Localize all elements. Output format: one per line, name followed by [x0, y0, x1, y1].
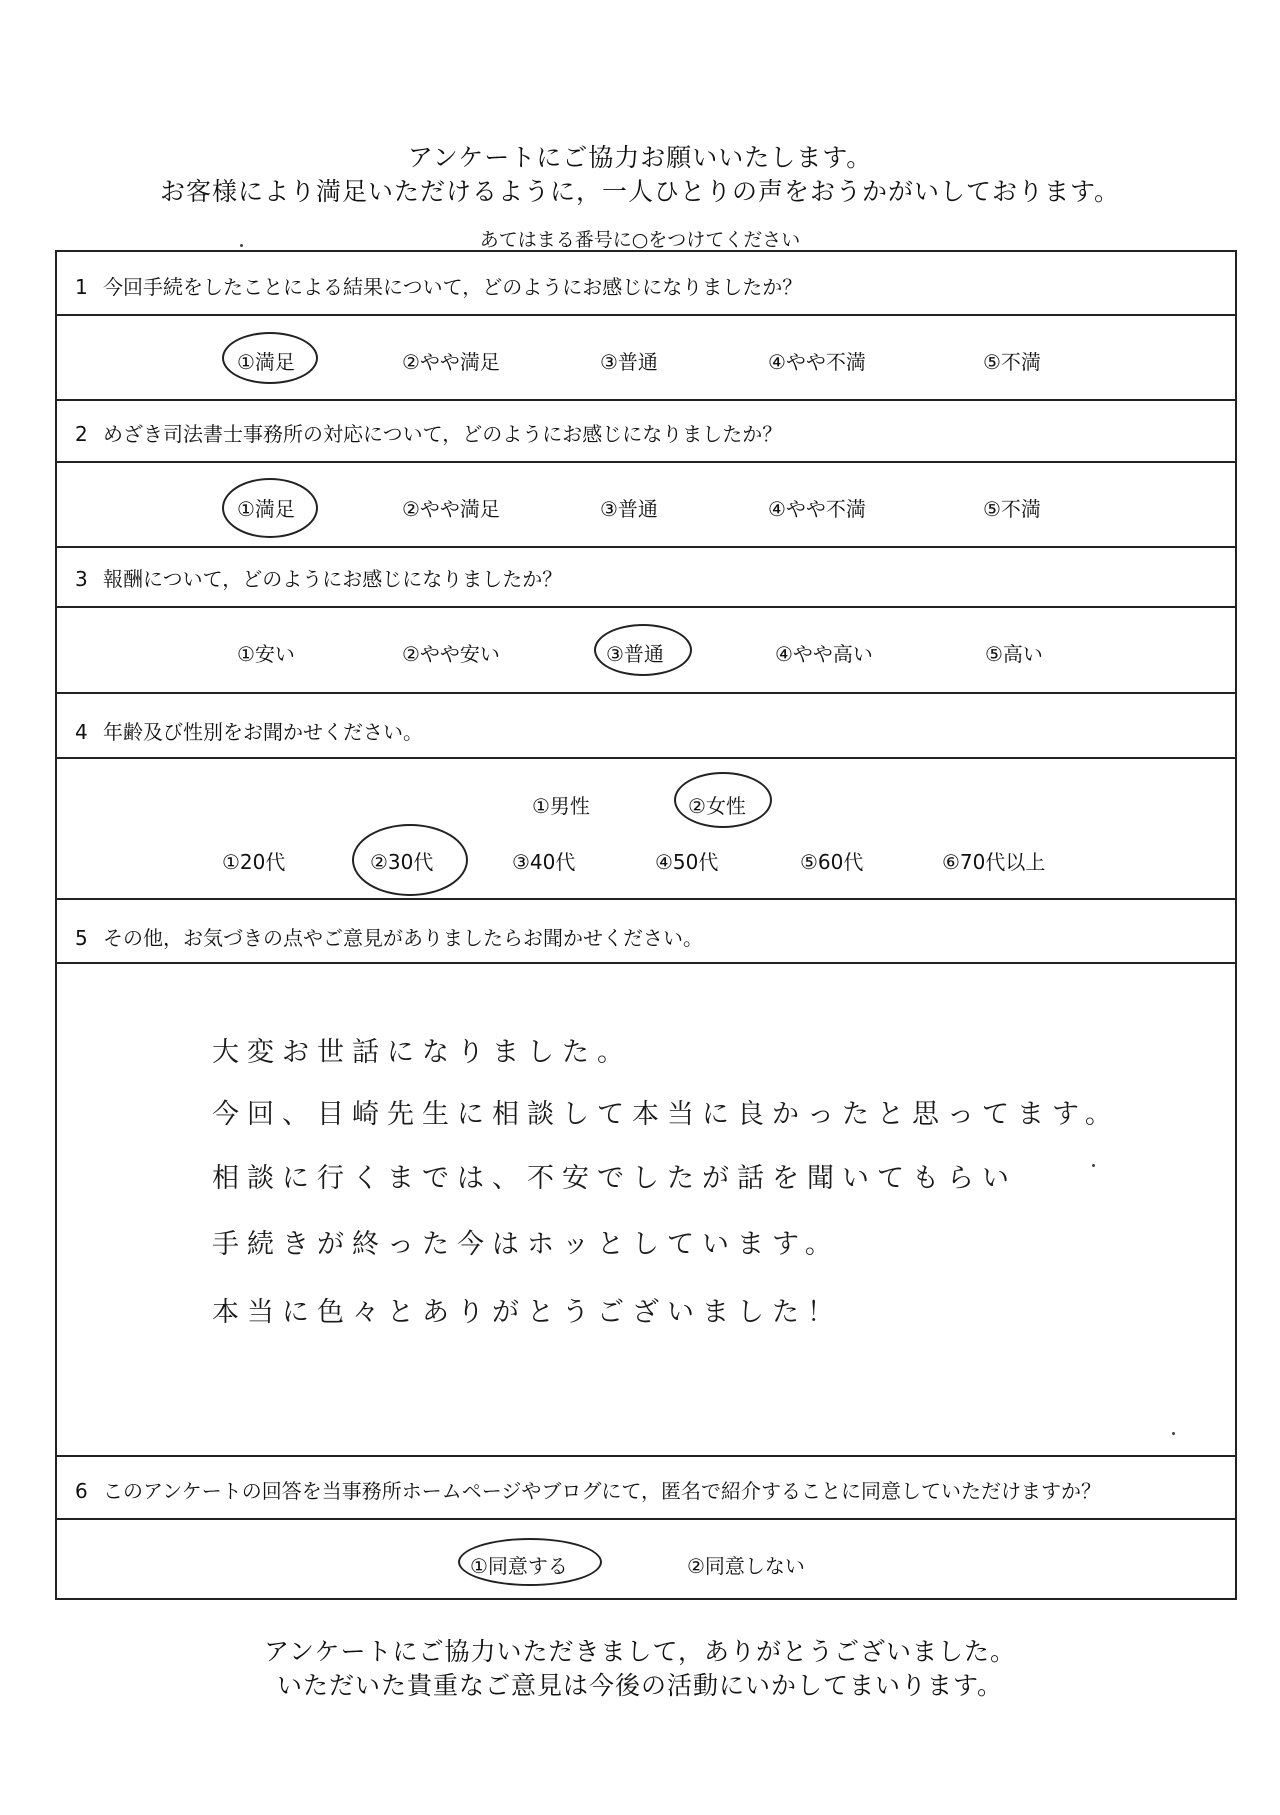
- question-text: 年齢及び性別をお聞かせください。: [103, 720, 423, 744]
- q6-option-2[interactable]: ②同意しない: [687, 1554, 805, 1578]
- question-number: 3: [75, 567, 88, 591]
- q3-option-2[interactable]: ②やや安い: [402, 642, 500, 666]
- handwritten-comment-line: 相談に行くまでは、不安でしたが話を聞いてもらい: [212, 1163, 1017, 1194]
- scan-speck: [1092, 1164, 1095, 1167]
- q2-selection-mark: [222, 478, 318, 538]
- handwritten-comment-line: 大変お世話になりました。: [212, 1037, 632, 1068]
- closing-line-1: アンケートにご協力いただきまして，ありがとうございました。: [263, 1637, 1016, 1666]
- q4-gender-option-1[interactable]: ①男性: [532, 794, 590, 818]
- question-1: [75, 271, 802, 300]
- question-text: その他，お気づきの点やご意見がありましたらお聞かせください。: [103, 926, 703, 950]
- question-2: [75, 418, 782, 447]
- q3-option-5[interactable]: ⑤高い: [985, 642, 1043, 666]
- handwritten-comment-line: 今回、目崎先生に相談して本当に良かったと思ってます。: [212, 1099, 1120, 1130]
- q2-option-5[interactable]: ⑤不満: [983, 497, 1041, 521]
- question-number: 1: [75, 275, 88, 299]
- q1-option-4[interactable]: ④やや不満: [768, 350, 866, 374]
- question-number: 5: [75, 926, 88, 950]
- scan-speck: [240, 244, 243, 247]
- divider: [55, 399, 1237, 401]
- intro-line-1: アンケートにご協力お願いいたします。: [407, 143, 873, 172]
- question-4: [75, 716, 423, 745]
- q6-selection-mark: [458, 1538, 602, 1586]
- question-text: めざき司法書士事務所の対応について，どのようにお感じになりましたか？: [103, 422, 783, 446]
- intro-line-2: お客様により満足いただけるように，一人ひとりの声をおうかがいしております。: [159, 177, 1120, 206]
- q3-option-3[interactable]: ③普通: [606, 642, 664, 666]
- q4-age-option-5[interactable]: ⑤60代: [800, 850, 864, 874]
- scan-speck: [1172, 1432, 1175, 1435]
- question-text: 今回手続をしたことによる結果について，どのようにお感じになりましたか？: [103, 275, 803, 299]
- q4-gender-option-2[interactable]: ②女性: [688, 794, 746, 818]
- divider: [55, 314, 1237, 316]
- question-text: 報酬について，どのようにお感じになりましたか？: [103, 567, 563, 591]
- q4-age-selection-mark: [352, 824, 468, 896]
- question-number: 2: [75, 422, 88, 446]
- q3-option-1[interactable]: ①安い: [237, 642, 295, 666]
- q3-selection-mark: [594, 624, 692, 676]
- question-text: このアンケートの回答を当事務所ホームページやブログにて，匿名で紹介することに同意していただけますか？: [103, 1479, 1101, 1503]
- divider: [55, 461, 1237, 463]
- q4-age-option-1[interactable]: ①20代: [222, 850, 286, 874]
- q1-option-2[interactable]: ②やや満足: [402, 350, 500, 374]
- instruction-text: あてはまる番号に○をつけてください: [479, 229, 801, 251]
- q1-selection-mark: [222, 332, 318, 384]
- q2-option-3[interactable]: ③普通: [600, 497, 658, 521]
- q1-option-5[interactable]: ⑤不満: [983, 350, 1041, 374]
- q2-option-2[interactable]: ②やや満足: [402, 497, 500, 521]
- q2-option-4[interactable]: ④やや不満: [768, 497, 866, 521]
- divider: [55, 757, 1237, 759]
- question-3: [75, 563, 562, 592]
- q3-option-4[interactable]: ④やや高い: [775, 642, 873, 666]
- handwritten-comment-line: 手続きが終った今はホッとしています。: [212, 1229, 840, 1260]
- q4-gender-selection-mark: [674, 772, 772, 828]
- question-number: 4: [75, 720, 88, 744]
- question-number: 6: [75, 1479, 88, 1503]
- q4-age-option-4[interactable]: ④50代: [655, 850, 719, 874]
- divider: [55, 546, 1237, 548]
- q2-option-1[interactable]: ①満足: [237, 497, 295, 521]
- q4-age-option-3[interactable]: ③40代: [512, 850, 576, 874]
- divider: [55, 606, 1237, 608]
- question-6: [75, 1475, 1101, 1504]
- closing-line-2: いただいた貴重なご意見は今後の活動にいかしてまいります。: [276, 1671, 1003, 1700]
- q6-option-1[interactable]: ①同意する: [470, 1554, 568, 1578]
- divider: [55, 1455, 1237, 1457]
- divider: [55, 898, 1237, 900]
- q1-option-1[interactable]: ①満足: [237, 350, 295, 374]
- handwritten-comment-line: 本当に色々とありがとうございました！: [212, 1297, 842, 1328]
- q1-option-3[interactable]: ③普通: [600, 350, 658, 374]
- q4-age-option-2[interactable]: ②30代: [370, 850, 434, 874]
- question-5: [75, 922, 703, 951]
- divider: [55, 692, 1237, 694]
- divider: [55, 962, 1237, 964]
- divider: [55, 1518, 1237, 1520]
- q4-age-option-6[interactable]: ⑥70代以上: [942, 850, 1046, 874]
